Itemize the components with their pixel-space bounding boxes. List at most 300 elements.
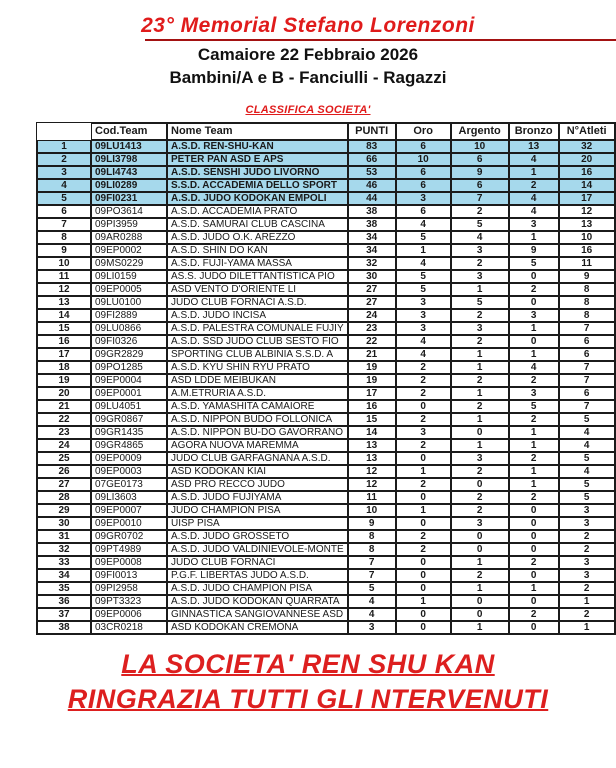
punti-cell: 16: [348, 400, 396, 413]
punti-cell: 14: [348, 426, 396, 439]
nome-team-cell: A.M.ETRURIA A.S.D.: [167, 387, 348, 400]
nome-team-cell: A.S.D. PALESTRA COMUNALE FUJIY: [167, 322, 348, 335]
cod-team-cell: 09MS0229: [91, 257, 167, 270]
rank-cell: 15: [37, 322, 91, 335]
nome-team-cell: SPORTING CLUB ALBINIA S.S.D. A: [167, 348, 348, 361]
nome-team-cell: A.S.D. SAMURAI CLUB CASCINA: [167, 218, 348, 231]
nome-team-cell: A.S.D. ACCADEMIA PRATO: [167, 205, 348, 218]
natleti-cell: 16: [559, 166, 615, 179]
oro-cell: 2: [396, 439, 451, 452]
table-row: [37, 140, 615, 153]
bronzo-cell: 2: [509, 374, 559, 387]
cod-team-cell: 03CR0218: [91, 621, 167, 634]
natleti-cell: 2: [559, 530, 615, 543]
table-row: [37, 283, 615, 296]
rank-cell: 7: [37, 218, 91, 231]
nome-team-cell: A.S.D. JUDO GROSSETO: [167, 530, 348, 543]
natleti-cell: 3: [559, 504, 615, 517]
bronzo-cell: 0: [509, 621, 559, 634]
bronzo-cell: 0: [509, 569, 559, 582]
cod-team-cell: 09GR0867: [91, 413, 167, 426]
table-row: [37, 517, 615, 530]
oro-cell: 1: [396, 504, 451, 517]
title-underline-rule: [145, 39, 616, 41]
cod-team-cell: 07GE0173: [91, 478, 167, 491]
cod-team-cell: 09EP0009: [91, 452, 167, 465]
nome-team-cell: A.S.D. NIPPON BU-DO GAVORRANO: [167, 426, 348, 439]
table-row: [37, 582, 615, 595]
punti-cell: 27: [348, 283, 396, 296]
argento-cell: 1: [451, 439, 509, 452]
table-body: [37, 140, 615, 634]
bronzo-cell: 2: [509, 491, 559, 504]
nome-team-cell: AGORA NUOVA MAREMMA: [167, 439, 348, 452]
oro-cell: 4: [396, 348, 451, 361]
argento-cell: 2: [451, 465, 509, 478]
argento-cell: 2: [451, 335, 509, 348]
argento-cell: 0: [451, 543, 509, 556]
cod-team-cell: 09EP0002: [91, 244, 167, 257]
bronzo-cell: 0: [509, 270, 559, 283]
oro-cell: 3: [396, 309, 451, 322]
cod-team-cell: 09EP0004: [91, 374, 167, 387]
natleti-cell: 1: [559, 621, 615, 634]
punti-cell: 12: [348, 465, 396, 478]
cod-team-cell: 09GR0702: [91, 530, 167, 543]
natleti-cell: 7: [559, 361, 615, 374]
nome-team-cell: JUDO CLUB FORNACI: [167, 556, 348, 569]
bronzo-cell: 4: [509, 192, 559, 205]
rank-cell: 38: [37, 621, 91, 634]
table-row: [37, 491, 615, 504]
column-header-cod-team: Cod.Team: [91, 123, 167, 140]
table-row: [37, 374, 615, 387]
punti-cell: 17: [348, 387, 396, 400]
argento-cell: 1: [451, 582, 509, 595]
oro-cell: 0: [396, 569, 451, 582]
natleti-cell: 2: [559, 582, 615, 595]
bronzo-cell: 2: [509, 608, 559, 621]
nome-team-cell: A.S.D. FUJI-YAMA MASSA: [167, 257, 348, 270]
argento-cell: 2: [451, 309, 509, 322]
nome-team-cell: JUDO CLUB GARFAGNANA A.S.D.: [167, 452, 348, 465]
table-row: [37, 257, 615, 270]
punti-cell: 10: [348, 504, 396, 517]
bronzo-cell: 1: [509, 478, 559, 491]
argento-cell: 1: [451, 413, 509, 426]
table-row: [37, 322, 615, 335]
cod-team-cell: 09LI0289: [91, 179, 167, 192]
natleti-cell: 1: [559, 595, 615, 608]
bronzo-cell: 5: [509, 400, 559, 413]
argento-cell: 5: [451, 296, 509, 309]
table-row: [37, 556, 615, 569]
argento-cell: 1: [451, 621, 509, 634]
natleti-cell: 2: [559, 608, 615, 621]
punti-cell: 13: [348, 439, 396, 452]
bronzo-cell: 0: [509, 517, 559, 530]
rank-cell: 11: [37, 270, 91, 283]
natleti-cell: 7: [559, 400, 615, 413]
argento-cell: 2: [451, 400, 509, 413]
natleti-cell: 7: [559, 322, 615, 335]
rank-cell: 3: [37, 166, 91, 179]
table-row: [37, 608, 615, 621]
punti-cell: 3: [348, 621, 396, 634]
argento-cell: 1: [451, 361, 509, 374]
bronzo-cell: 13: [509, 140, 559, 153]
argento-cell: 2: [451, 504, 509, 517]
table-row: [37, 504, 615, 517]
nome-team-cell: A.S.D. JUDO KODOKAN QUARRATA: [167, 595, 348, 608]
table-row: [37, 179, 615, 192]
footer: [0, 647, 616, 717]
table-row: [37, 296, 615, 309]
punti-cell: 23: [348, 322, 396, 335]
nome-team-cell: A.S.D. SHIN DO KAN: [167, 244, 348, 257]
column-header-natleti: N°Atleti: [559, 123, 615, 140]
nome-team-cell: A.S.D. JUDO VALDINIEVOLE-MONTE: [167, 543, 348, 556]
rank-cell: 10: [37, 257, 91, 270]
cod-team-cell: 09EP0010: [91, 517, 167, 530]
nome-team-cell: A.S.D. REN-SHU-KAN: [167, 140, 348, 153]
table-row: [37, 218, 615, 231]
bronzo-cell: 1: [509, 322, 559, 335]
event-date-location: Camaiore 22 Febbraio 2026: [197, 45, 419, 64]
oro-cell: 0: [396, 582, 451, 595]
rank-cell: 1: [37, 140, 91, 153]
nome-team-cell: ASD PRO RECCO JUDO: [167, 478, 348, 491]
natleti-cell: 7: [559, 374, 615, 387]
table-row: [37, 621, 615, 634]
argento-cell: 2: [451, 205, 509, 218]
nome-team-cell: GINNASTICA SANGIOVANNESE ASD: [167, 608, 348, 621]
cod-team-cell: 09PO1285: [91, 361, 167, 374]
argento-cell: 5: [451, 218, 509, 231]
rank-cell: 26: [37, 465, 91, 478]
oro-cell: 6: [396, 179, 451, 192]
bronzo-cell: 1: [509, 465, 559, 478]
bronzo-cell: 4: [509, 205, 559, 218]
rank-cell: 9: [37, 244, 91, 257]
argento-cell: 3: [451, 517, 509, 530]
column-header-nome-team: Nome Team: [167, 123, 348, 140]
argento-cell: 3: [451, 244, 509, 257]
oro-cell: 0: [396, 556, 451, 569]
rank-cell: 28: [37, 491, 91, 504]
argento-cell: 0: [451, 426, 509, 439]
oro-cell: 10: [396, 153, 451, 166]
punti-cell: 32: [348, 257, 396, 270]
rank-cell: 4: [37, 179, 91, 192]
table-row: [37, 153, 615, 166]
cod-team-cell: 09LI0159: [91, 270, 167, 283]
bronzo-cell: 0: [509, 543, 559, 556]
cod-team-cell: 09GR1435: [91, 426, 167, 439]
footer-thanks-line-1: LA SOCIETA' REN SHU KAN: [121, 648, 495, 679]
table-row: [37, 569, 615, 582]
cod-team-cell: 09LI4743: [91, 166, 167, 179]
punti-cell: 8: [348, 530, 396, 543]
punti-cell: 66: [348, 153, 396, 166]
natleti-cell: 5: [559, 452, 615, 465]
nome-team-cell: AS.S. JUDO DILETTANTISTICA PIO: [167, 270, 348, 283]
oro-cell: 6: [396, 205, 451, 218]
oro-cell: 4: [396, 218, 451, 231]
table-row: [37, 478, 615, 491]
cod-team-cell: 09EP0008: [91, 556, 167, 569]
footer-thanks-line-2: RINGRAZIA TUTTI GLI NTERVENUTI: [67, 683, 549, 714]
rank-cell: 14: [37, 309, 91, 322]
cod-team-cell: 09EP0005: [91, 283, 167, 296]
bronzo-cell: 4: [509, 361, 559, 374]
argento-cell: 2: [451, 374, 509, 387]
cod-team-cell: 09LU0866: [91, 322, 167, 335]
natleti-cell: 32: [559, 140, 615, 153]
argento-cell: 3: [451, 322, 509, 335]
oro-cell: 1: [396, 465, 451, 478]
nome-team-cell: ASD KODOKAN KIAI: [167, 465, 348, 478]
punti-cell: 83: [348, 140, 396, 153]
rank-cell: 19: [37, 374, 91, 387]
punti-cell: 27: [348, 296, 396, 309]
rank-cell: 18: [37, 361, 91, 374]
cod-team-cell: 09PO3614: [91, 205, 167, 218]
table-row: [37, 452, 615, 465]
table-header-row: [37, 123, 615, 140]
cod-team-cell: 09EP0001: [91, 387, 167, 400]
natleti-cell: 16: [559, 244, 615, 257]
cod-team-cell: 09FI2889: [91, 309, 167, 322]
table-row: [37, 348, 615, 361]
argento-cell: 9: [451, 166, 509, 179]
nome-team-cell: ASD KODOKAN CREMONA: [167, 621, 348, 634]
punti-cell: 19: [348, 374, 396, 387]
natleti-cell: 6: [559, 348, 615, 361]
cod-team-cell: 09EP0007: [91, 504, 167, 517]
natleti-cell: 12: [559, 205, 615, 218]
punti-cell: 8: [348, 543, 396, 556]
column-header-bronzo: Bronzo: [509, 123, 559, 140]
cod-team-cell: 09EP0006: [91, 608, 167, 621]
argento-cell: 6: [451, 153, 509, 166]
punti-cell: 19: [348, 361, 396, 374]
table-row: [37, 543, 615, 556]
argento-cell: 2: [451, 569, 509, 582]
nome-team-cell: PETER PAN ASD E APS: [167, 153, 348, 166]
cod-team-cell: 09GR4865: [91, 439, 167, 452]
rank-cell: 32: [37, 543, 91, 556]
nome-team-cell: P.G.F. LIBERTAS JUDO A.S.D.: [167, 569, 348, 582]
punti-cell: 30: [348, 270, 396, 283]
nome-team-cell: JUDO CHAMPION PISA: [167, 504, 348, 517]
oro-cell: 3: [396, 296, 451, 309]
table-row: [37, 595, 615, 608]
punti-cell: 44: [348, 192, 396, 205]
natleti-cell: 20: [559, 153, 615, 166]
caption-row: [0, 100, 616, 118]
argento-cell: 2: [451, 257, 509, 270]
header: [0, 14, 616, 44]
argento-cell: 1: [451, 556, 509, 569]
argento-cell: 0: [451, 530, 509, 543]
natleti-cell: 6: [559, 387, 615, 400]
punti-cell: 21: [348, 348, 396, 361]
oro-cell: 3: [396, 192, 451, 205]
table-row: [37, 205, 615, 218]
rank-cell: 17: [37, 348, 91, 361]
natleti-cell: 3: [559, 556, 615, 569]
table-row: [37, 465, 615, 478]
table-row: [37, 335, 615, 348]
oro-cell: 4: [396, 335, 451, 348]
natleti-cell: 14: [559, 179, 615, 192]
page-title: 23° Memorial Stefano Lorenzoni: [141, 14, 475, 37]
nome-team-cell: S.S.D. ACCADEMIA DELLO SPORT: [167, 179, 348, 192]
nome-team-cell: A.S.D. JUDO CHAMPION PISA: [167, 582, 348, 595]
punti-cell: 13: [348, 452, 396, 465]
bronzo-cell: 1: [509, 582, 559, 595]
natleti-cell: 9: [559, 270, 615, 283]
cod-team-cell: 09LI3603: [91, 491, 167, 504]
rank-cell: 24: [37, 439, 91, 452]
bronzo-cell: 2: [509, 283, 559, 296]
natleti-cell: 4: [559, 465, 615, 478]
oro-cell: 5: [396, 283, 451, 296]
oro-cell: 5: [396, 231, 451, 244]
argento-cell: 6: [451, 179, 509, 192]
table-caption: CLASSIFICA SOCIETA': [245, 103, 371, 116]
natleti-cell: 3: [559, 517, 615, 530]
nome-team-cell: A.S.D. KYU SHIN RYU PRATO: [167, 361, 348, 374]
table-row: [37, 231, 615, 244]
rank-cell: 36: [37, 595, 91, 608]
nome-team-cell: A.S.D. SSD JUDO CLUB SESTO FIO: [167, 335, 348, 348]
argento-cell: 0: [451, 595, 509, 608]
rank-cell: 6: [37, 205, 91, 218]
oro-cell: 0: [396, 491, 451, 504]
bronzo-cell: 0: [509, 296, 559, 309]
rank-cell: 22: [37, 413, 91, 426]
natleti-cell: 13: [559, 218, 615, 231]
punti-cell: 5: [348, 582, 396, 595]
nome-team-cell: A.S.D. NIPPON BUDO FOLLONICA: [167, 413, 348, 426]
bronzo-cell: 1: [509, 231, 559, 244]
oro-cell: 2: [396, 530, 451, 543]
cod-team-cell: 09GR2829: [91, 348, 167, 361]
bronzo-cell: 2: [509, 179, 559, 192]
cod-team-cell: 09PI2958: [91, 582, 167, 595]
cod-team-cell: 09EP0003: [91, 465, 167, 478]
punti-cell: 7: [348, 569, 396, 582]
table-row: [37, 361, 615, 374]
bronzo-cell: 4: [509, 153, 559, 166]
natleti-cell: 4: [559, 426, 615, 439]
table-row: [37, 400, 615, 413]
natleti-cell: 11: [559, 257, 615, 270]
table-row: [37, 192, 615, 205]
event-categories: Bambini/A e B - Fanciulli - Ragazzi: [169, 67, 447, 87]
table-row: [37, 270, 615, 283]
rank-cell: 21: [37, 400, 91, 413]
column-header-punti: PUNTI: [348, 123, 396, 140]
oro-cell: 6: [396, 140, 451, 153]
bronzo-cell: 1: [509, 166, 559, 179]
cod-team-cell: 09LU1413: [91, 140, 167, 153]
punti-cell: 46: [348, 179, 396, 192]
classifica-societa-table: [36, 122, 616, 635]
argento-cell: 0: [451, 608, 509, 621]
natleti-cell: 2: [559, 543, 615, 556]
argento-cell: 10: [451, 140, 509, 153]
rank-cell: 35: [37, 582, 91, 595]
oro-cell: 1: [396, 595, 451, 608]
natleti-cell: 8: [559, 309, 615, 322]
cod-team-cell: 09FI0231: [91, 192, 167, 205]
cod-team-cell: 09LI3798: [91, 153, 167, 166]
rank-cell: 31: [37, 530, 91, 543]
natleti-cell: 3: [559, 569, 615, 582]
rank-cell: 25: [37, 452, 91, 465]
oro-cell: 2: [396, 413, 451, 426]
oro-cell: 2: [396, 543, 451, 556]
argento-cell: 3: [451, 452, 509, 465]
punti-cell: 9: [348, 517, 396, 530]
argento-cell: 2: [451, 491, 509, 504]
bronzo-cell: 2: [509, 413, 559, 426]
punti-cell: 34: [348, 244, 396, 257]
natleti-cell: 5: [559, 478, 615, 491]
oro-cell: 2: [396, 478, 451, 491]
rank-cell: 23: [37, 426, 91, 439]
nome-team-cell: A.S.D. JUDO INCISA: [167, 309, 348, 322]
oro-cell: 3: [396, 322, 451, 335]
nome-team-cell: JUDO CLUB FORNACI A.S.D.: [167, 296, 348, 309]
cod-team-cell: 09PT3323: [91, 595, 167, 608]
rank-cell: 34: [37, 569, 91, 582]
punti-cell: 15: [348, 413, 396, 426]
table-row: [37, 439, 615, 452]
nome-team-cell: A.S.D. YAMASHITA CAMAIORE: [167, 400, 348, 413]
table-row: [37, 426, 615, 439]
bronzo-cell: 3: [509, 309, 559, 322]
bronzo-cell: 1: [509, 348, 559, 361]
punti-cell: 12: [348, 478, 396, 491]
column-header-oro: Oro: [396, 123, 451, 140]
rank-cell: 12: [37, 283, 91, 296]
cod-team-cell: 09FI0326: [91, 335, 167, 348]
oro-cell: 0: [396, 517, 451, 530]
bronzo-cell: 0: [509, 504, 559, 517]
argento-cell: 3: [451, 270, 509, 283]
bronzo-cell: 0: [509, 530, 559, 543]
nome-team-cell: UISP PISA: [167, 517, 348, 530]
nome-team-cell: A.S.D. JUDO O.K. AREZZO: [167, 231, 348, 244]
punti-cell: 38: [348, 218, 396, 231]
table-row: [37, 413, 615, 426]
nome-team-cell: A.S.D. SENSHI JUDO LIVORNO: [167, 166, 348, 179]
argento-cell: 1: [451, 283, 509, 296]
rank-cell: 5: [37, 192, 91, 205]
natleti-cell: 5: [559, 413, 615, 426]
table-row: [37, 244, 615, 257]
bronzo-cell: 3: [509, 218, 559, 231]
oro-cell: 0: [396, 608, 451, 621]
cod-team-cell: 09FI0013: [91, 569, 167, 582]
argento-cell: 0: [451, 478, 509, 491]
bronzo-cell: 9: [509, 244, 559, 257]
bronzo-cell: 0: [509, 335, 559, 348]
